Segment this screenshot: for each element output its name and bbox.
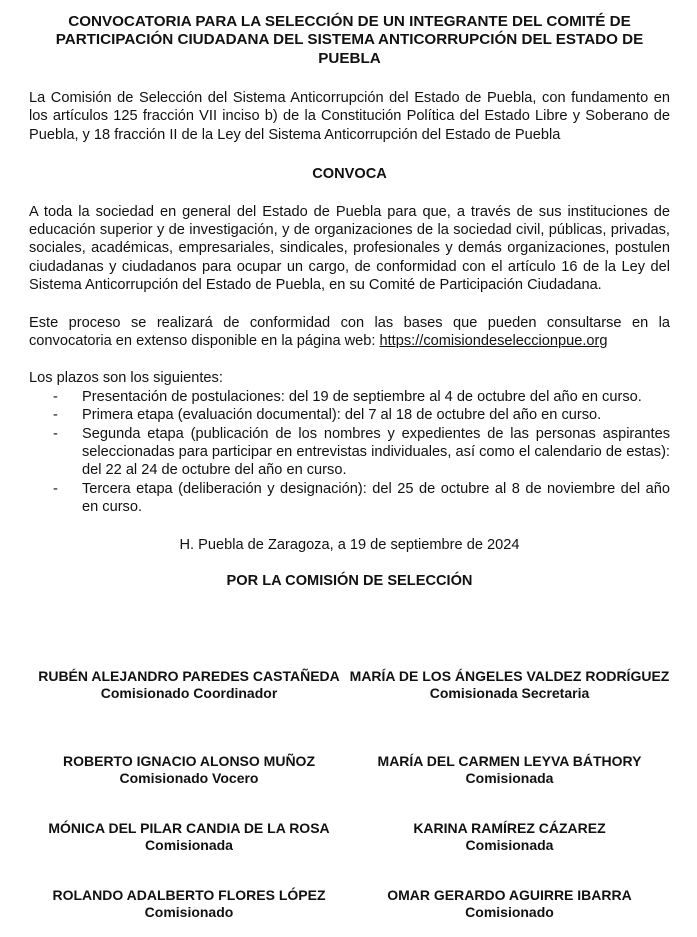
- signatory-name: MÓNICA DEL PILAR CANDIA DE LA ROSA: [48, 820, 330, 836]
- deadline-item: [29, 480, 670, 517]
- signatory-name: KARINA RAMÍREZ CÁZAREZ: [413, 820, 606, 836]
- signatory-name: RUBÉN ALEJANDRO PAREDES CASTAÑEDA: [38, 668, 340, 684]
- signatory-block: [349, 753, 670, 788]
- deadline-item: [29, 425, 670, 480]
- deadline-text: Segunda etapa (publicación de los nombres y expedientes de las personas aspirantes seleccionadas para participar en entrevistas individuales, así como el calendario de estas): del 22 al 24 de octubre del año en curso.: [82, 425, 670, 479]
- deadline-text: Primera etapa (evaluación documental): del 7 al 18 de octubre del año en curso.: [82, 407, 602, 424]
- signatory-block: [349, 820, 670, 855]
- call-paragraph: A toda la sociedad en general del Estado de Puebla para que, a través de sus instituciones de educación superior y de investigación, y de organizaciones de la sociedad civil, públicas, privadas, sociales, académicas, empresariales, sindicales, profesionales y demás organizaciones, postulen ciudadanas y ciudadanos para ocupar un cargo, de conformidad con el artículo 16 de la Ley del Sistema Anticorrupción del Estado de Puebla, en su Comité de Participación Ciudadana.: [29, 203, 670, 294]
- deadline-text: Tercera etapa (deliberación y designación): del 25 de octubre al 8 de noviembre del año en curso.: [82, 480, 670, 516]
- signatory-role: Comisionado Vocero: [119, 770, 259, 787]
- deadline-item: [29, 388, 670, 406]
- bullet-dash: -: [53, 388, 58, 405]
- deadlines-intro: Los plazos son los siguientes:: [29, 370, 223, 387]
- signatory-block: [29, 668, 349, 703]
- signatory-name: MARÍA DE LOS ÁNGELES VALDEZ RODRÍGUEZ: [349, 668, 670, 684]
- signatory-role: Comisionado: [144, 904, 234, 921]
- signatory-block: [349, 668, 670, 703]
- signatory-name: ROLANDO ADALBERTO FLORES LÓPEZ: [52, 887, 326, 903]
- signatories-heading: POR LA COMISIÓN DE SELECCIÓN: [226, 573, 473, 590]
- deadline-text: Presentación de postulaciones: del 19 de septiembre al 4 de octubre del año en curso.: [82, 388, 642, 405]
- signatory-block: [29, 820, 349, 855]
- convoca-heading: CONVOCA: [312, 166, 387, 183]
- document-title: CONVOCATORIA PARA LA SELECCIÓN DE UN INTEGRANTE DEL COMITÉ DE PARTICIPACIÓN CIUDADANA DEL SISTEMA ANTICORRUPCIÓN DEL ESTADO DE PUEBLA: [55, 13, 644, 67]
- signatory-role: Comisionada: [465, 770, 554, 787]
- bullet-dash: -: [53, 480, 58, 497]
- signatory-name: OMAR GERARDO AGUIRRE IBARRA: [387, 887, 632, 903]
- signatory-role: Comisionada: [145, 837, 233, 854]
- signatory-role: Comisionado Coordinador: [100, 685, 278, 702]
- deadlines-list: [29, 388, 670, 517]
- signatory-name: ROBERTO IGNACIO ALONSO MUÑOZ: [63, 753, 315, 769]
- signatory-block: [349, 887, 670, 922]
- signatory-role: Comisionada Secretaria: [429, 685, 590, 702]
- deadline-item: [29, 406, 670, 424]
- process-text: Este proceso se realizará de conformidad con las bases que pueden consultarse en la convocatoria en extenso disponible en la página web:: [29, 314, 670, 349]
- bullet-dash: -: [53, 407, 58, 424]
- bullet-dash: -: [53, 425, 58, 442]
- website-link[interactable]: https://comisiondeseleccionpue.org: [379, 332, 608, 349]
- place-date: H. Puebla de Zaragoza, a 19 de septiembre de 2024: [179, 536, 520, 553]
- signatory-name: MARÍA DEL CARMEN LEYVA BÁTHORY: [377, 753, 642, 769]
- signatory-block: [29, 753, 349, 788]
- signatory-block: [29, 887, 349, 922]
- intro-paragraph: La Comisión de Selección del Sistema Anticorrupción del Estado de Puebla, con fundamento en los artículos 125 fracción VII inciso b) de la Constitución Política del Estado Libre y Soberano de Puebla, y 18 fracción II de la Ley del Sistema Anticorrupción del Estado de Puebla: [29, 89, 670, 143]
- signatory-role: Comisionada: [465, 837, 554, 854]
- signatory-role: Comisionado: [465, 904, 554, 921]
- document-body: [29, 13, 670, 921]
- process-paragraph: [29, 314, 670, 351]
